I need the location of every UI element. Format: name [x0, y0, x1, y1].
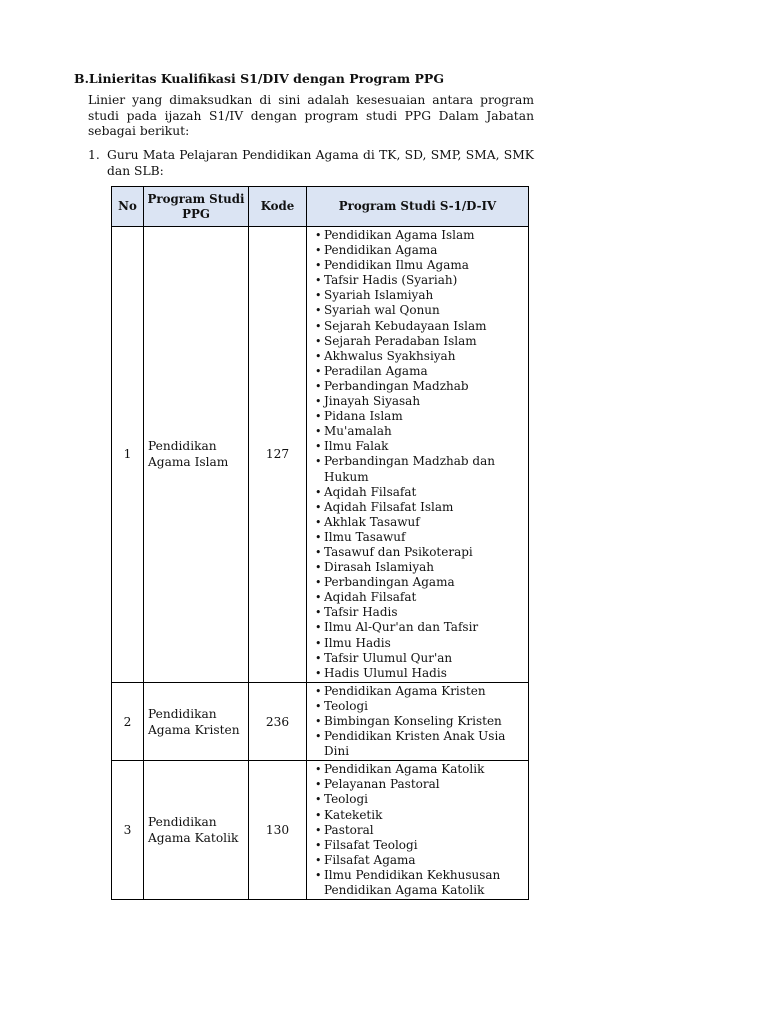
list-item-text: Guru Mata Pelajaran Pendidikan Agama di TK, SD, SMP, SMA, SMK dan SLB:: [107, 148, 534, 178]
list-item-number: 1.: [88, 148, 100, 162]
table-row: [112, 761, 529, 900]
list-item: • Filsafat Teologi: [315, 838, 525, 853]
list-item: • Pidana Islam: [315, 409, 525, 424]
cell-no: 2: [112, 682, 144, 760]
cell-kode: 130: [249, 761, 307, 900]
list-item: • Ilmu Pendidikan Kekhususan Pendidikan Agama Katolik: [315, 868, 525, 898]
list-item: • Tafsir Hadis (Syariah): [315, 273, 525, 288]
linearity-table: [111, 186, 529, 900]
list-item: • Tasawuf dan Psikoterapi: [315, 545, 525, 560]
cell-prodi-s1: [307, 761, 529, 900]
list-item: • Syariah wal Qonun: [315, 303, 525, 318]
section-heading: B.Linieritas Kualifikasi S1/DIV dengan Program PPG: [74, 71, 444, 86]
cell-kode: 127: [249, 227, 307, 683]
header-kode: Kode: [249, 187, 307, 227]
list-item: • Teologi: [315, 792, 525, 807]
list-item: • Aqidah Filsafat Islam: [315, 500, 525, 515]
list-item: • Hadis Ulumul Hadis: [315, 666, 525, 681]
prodi-s1-list: [315, 684, 525, 759]
header-prodi-s1: Program Studi S-1/D-IV: [307, 187, 529, 227]
table-body: [112, 227, 529, 900]
list-item: • Perbandingan Madzhab dan Hukum: [315, 454, 525, 484]
intro-paragraph: Linier yang dimaksudkan di sini adalah kesesuaian antara program studi pada ijazah S1/IV dengan program studi PPG Dalam Jabatan sebagai berikut:: [88, 93, 534, 138]
list-item: • Sejarah Peradaban Islam: [315, 334, 525, 349]
list-item: • Pendidikan Agama Kristen: [315, 684, 525, 699]
list-item: • Peradilan Agama: [315, 364, 525, 379]
list-item: • Ilmu Al-Qur'an dan Tafsir: [315, 620, 525, 635]
list-item: • Pastoral: [315, 823, 525, 838]
list-item: • Dirasah Islamiyah: [315, 560, 525, 575]
list-item: • Filsafat Agama: [315, 853, 525, 868]
list-item: • Pendidikan Agama Islam: [315, 228, 525, 243]
list-item: • Perbandingan Madzhab: [315, 379, 525, 394]
table-header-row: [112, 187, 529, 227]
list-item: • Akhlak Tasawuf: [315, 515, 525, 530]
list-item: • Akhwalus Syakhsiyah: [315, 349, 525, 364]
cell-no: 1: [112, 227, 144, 683]
list-item: • Tafsir Ulumul Qur'an: [315, 651, 525, 666]
list-item: • Pendidikan Kristen Anak Usia Dini: [315, 729, 525, 759]
list-item: • Ilmu Hadis: [315, 636, 525, 651]
list-item: • Pelayanan Pastoral: [315, 777, 525, 792]
cell-prodi-s1: [307, 682, 529, 760]
header-prodi-ppg: Program Studi PPG: [144, 187, 249, 227]
list-item: • Pendidikan Agama Katolik: [315, 762, 525, 777]
cell-no: 3: [112, 761, 144, 900]
cell-prodi-ppg: Pendidikan Agama Kristen: [144, 682, 249, 760]
list-item: • Teologi: [315, 699, 525, 714]
list-item: • Pendidikan Agama: [315, 243, 525, 258]
cell-prodi-ppg: Pendidikan Agama Katolik: [144, 761, 249, 900]
cell-prodi-s1: [307, 227, 529, 683]
table-row: [112, 227, 529, 683]
prodi-s1-list: [315, 228, 525, 681]
list-item: • Aqidah Filsafat: [315, 590, 525, 605]
list-item: • Perbandingan Agama: [315, 575, 525, 590]
table-row: [112, 682, 529, 760]
list-item: • Ilmu Tasawuf: [315, 530, 525, 545]
list-item: • Aqidah Filsafat: [315, 485, 525, 500]
header-no: No: [112, 187, 144, 227]
cell-kode: 236: [249, 682, 307, 760]
list-item: • Jinayah Siyasah: [315, 394, 525, 409]
cell-prodi-ppg: Pendidikan Agama Islam: [144, 227, 249, 683]
list-item: • Sejarah Kebudayaan Islam: [315, 319, 525, 334]
list-item: • Kateketik: [315, 808, 525, 823]
list-item: • Pendidikan Ilmu Agama: [315, 258, 525, 273]
prodi-s1-list: [315, 762, 525, 898]
list-item: • Ilmu Falak: [315, 439, 525, 454]
list-item: • Tafsir Hadis: [315, 605, 525, 620]
list-item: • Bimbingan Konseling Kristen: [315, 714, 525, 729]
list-item: • Syariah Islamiyah: [315, 288, 525, 303]
list-item: • Mu'amalah: [315, 424, 525, 439]
